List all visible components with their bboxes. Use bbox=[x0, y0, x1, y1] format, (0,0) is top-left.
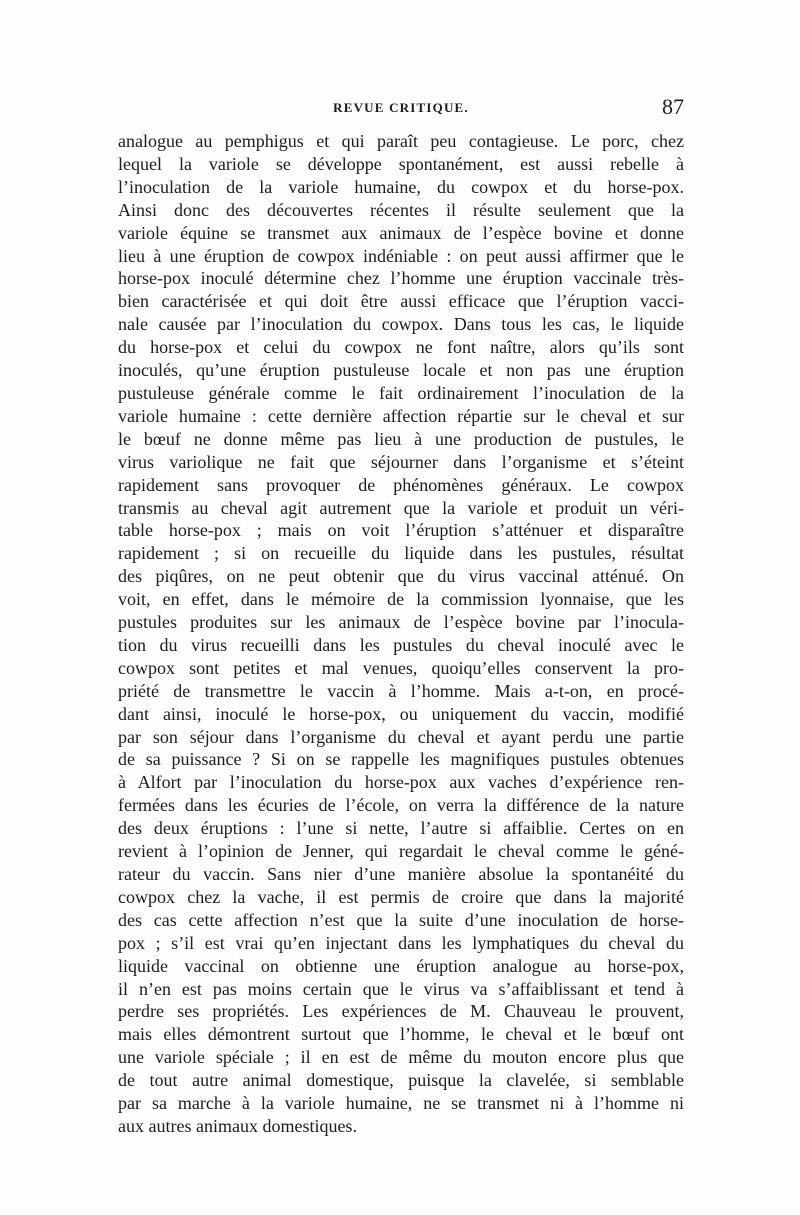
text-line: le bœuf ne donne même pas lieu à une production de pustules, le bbox=[118, 428, 684, 449]
text-line: revient à l’opinion de Jenner, qui regardait le cheval comme le géné- bbox=[118, 841, 684, 862]
text-line: cowpox sont petites et mal venues, quoiqu’elles conservent la pro- bbox=[118, 657, 684, 678]
text-line: perdre ses propriétés. Les expériences de M. Chauveau le prouvent, bbox=[118, 1001, 684, 1022]
text-line: rapidement ; si on recueille du liquide dans les pustules, résultat bbox=[118, 543, 684, 564]
text-line: tion du virus recueilli dans les pustules du cheval inoculé avec le bbox=[118, 634, 684, 655]
text-line: par sa marche à la variole humaine, ne se transmet ni à l’homme ni bbox=[118, 1093, 684, 1114]
text-line: virus variolique ne fait que séjourner dans l’organisme et s’éteint bbox=[118, 451, 684, 472]
text-line: à Alfort par l’inoculation du horse-pox aux vaches d’expérience ren- bbox=[118, 772, 684, 793]
text-line: de tout autre animal domestique, puisque la clavelée, si semblable bbox=[118, 1070, 684, 1091]
text-line: horse-pox inoculé détermine chez l’homme une éruption vaccinale très- bbox=[118, 268, 684, 289]
text-line: liquide vaccinal on obtienne une éruption analogue au horse-pox, bbox=[118, 955, 684, 976]
text-line: mais elles démontrent surtout que l’homme, le cheval et le bœuf ont bbox=[118, 1024, 684, 1045]
page-number: 87 bbox=[662, 94, 684, 119]
text-line: il n’en est pas moins certain que le virus va s’affaiblissant et tend à bbox=[118, 978, 684, 999]
text-line: lequel la variole se développe spontanément, est aussi rebelle à bbox=[118, 153, 684, 174]
running-title: REVUE CRITIQUE. bbox=[333, 100, 469, 115]
text-line: table horse-pox ; mais on voit l’éruption s’atténuer et disparaître bbox=[118, 520, 684, 541]
text-line: dant ainsi, inoculé le horse-pox, ou uniquement du vaccin, modifié bbox=[118, 703, 684, 724]
text-line: Ainsi donc des découvertes récentes il résulte seulement que la bbox=[118, 199, 684, 220]
text-line: fermées dans les écuries de l’école, on verra la différence de la nature bbox=[118, 795, 684, 816]
text-line: variole humaine : cette dernière affection répartie sur le cheval et sur bbox=[118, 405, 684, 426]
text-line: pox ; s’il est vrai qu’en injectant dans les lymphatiques du cheval du bbox=[118, 932, 684, 953]
text-line: du horse-pox et celui du cowpox ne font naître, alors qu’ils sont bbox=[118, 337, 684, 358]
text-line: aux autres animaux domestiques. bbox=[118, 1115, 357, 1136]
text-line: cowpox chez la vache, il est permis de croire que dans la majorité bbox=[118, 886, 684, 907]
text-line: de sa puissance ? Si on se rappelle les magnifiques pustules obtenues bbox=[118, 749, 684, 770]
text-line: rateur du vaccin. Sans nier d’une manière absolue la spontanéité du bbox=[118, 864, 684, 884]
text-line: priété de transmettre le vaccin à l’homme. Mais a-t-on, en procé- bbox=[118, 680, 684, 701]
text-line: nale causée par l’inoculation du cowpox. Dans tous les cas, le liquide bbox=[118, 314, 684, 335]
text-line: lieu à une éruption de cowpox indéniable : on peut aussi affirmer que le bbox=[118, 245, 684, 266]
text-line: variole équine se transmet aux animaux de l’espèce bovine et donne bbox=[118, 222, 684, 243]
text-line: l’inoculation de la variole humaine, du cowpox et du horse-pox. bbox=[118, 176, 684, 197]
text-line: une variole spéciale ; il en est de même du mouton encore plus que bbox=[118, 1047, 684, 1068]
text-line: pustuleuse générale comme le fait ordinairement l’inoculation de la bbox=[118, 382, 684, 403]
text-line: pustules produites sur les animaux de l’espèce bovine par l’inocula- bbox=[118, 612, 684, 633]
text-line: des cas cette affection n’est que la suite d’une inoculation de horse- bbox=[118, 909, 684, 930]
text-line: des piqûres, on ne peut obtenir que du virus vaccinal atténué. On bbox=[118, 566, 684, 587]
body-paragraph bbox=[118, 130, 684, 1138]
text-line: par son séjour dans l’organisme du cheval et ayant perdu une partie bbox=[118, 726, 684, 747]
text-line: analogue au pemphigus et qui paraît peu contagieuse. Le porc, chez bbox=[118, 131, 684, 151]
text-line: inoculés, qu’une éruption pustuleuse locale et non pas une éruption bbox=[118, 360, 684, 381]
text-line: voit, en effet, dans le mémoire de la commission lyonnaise, que les bbox=[118, 589, 684, 610]
text-line: transmis au cheval agit autrement que la variole et produit un véri- bbox=[118, 497, 684, 518]
text-line: rapidement sans provoquer de phénomènes généraux. Le cowpox bbox=[118, 474, 684, 495]
text-line: des deux éruptions : l’une si nette, l’autre si affaiblie. Certes on en bbox=[118, 818, 684, 839]
running-head bbox=[118, 96, 684, 124]
text-line: bien caractérisée et qui doit être aussi efficace que l’éruption vacci- bbox=[118, 291, 684, 312]
